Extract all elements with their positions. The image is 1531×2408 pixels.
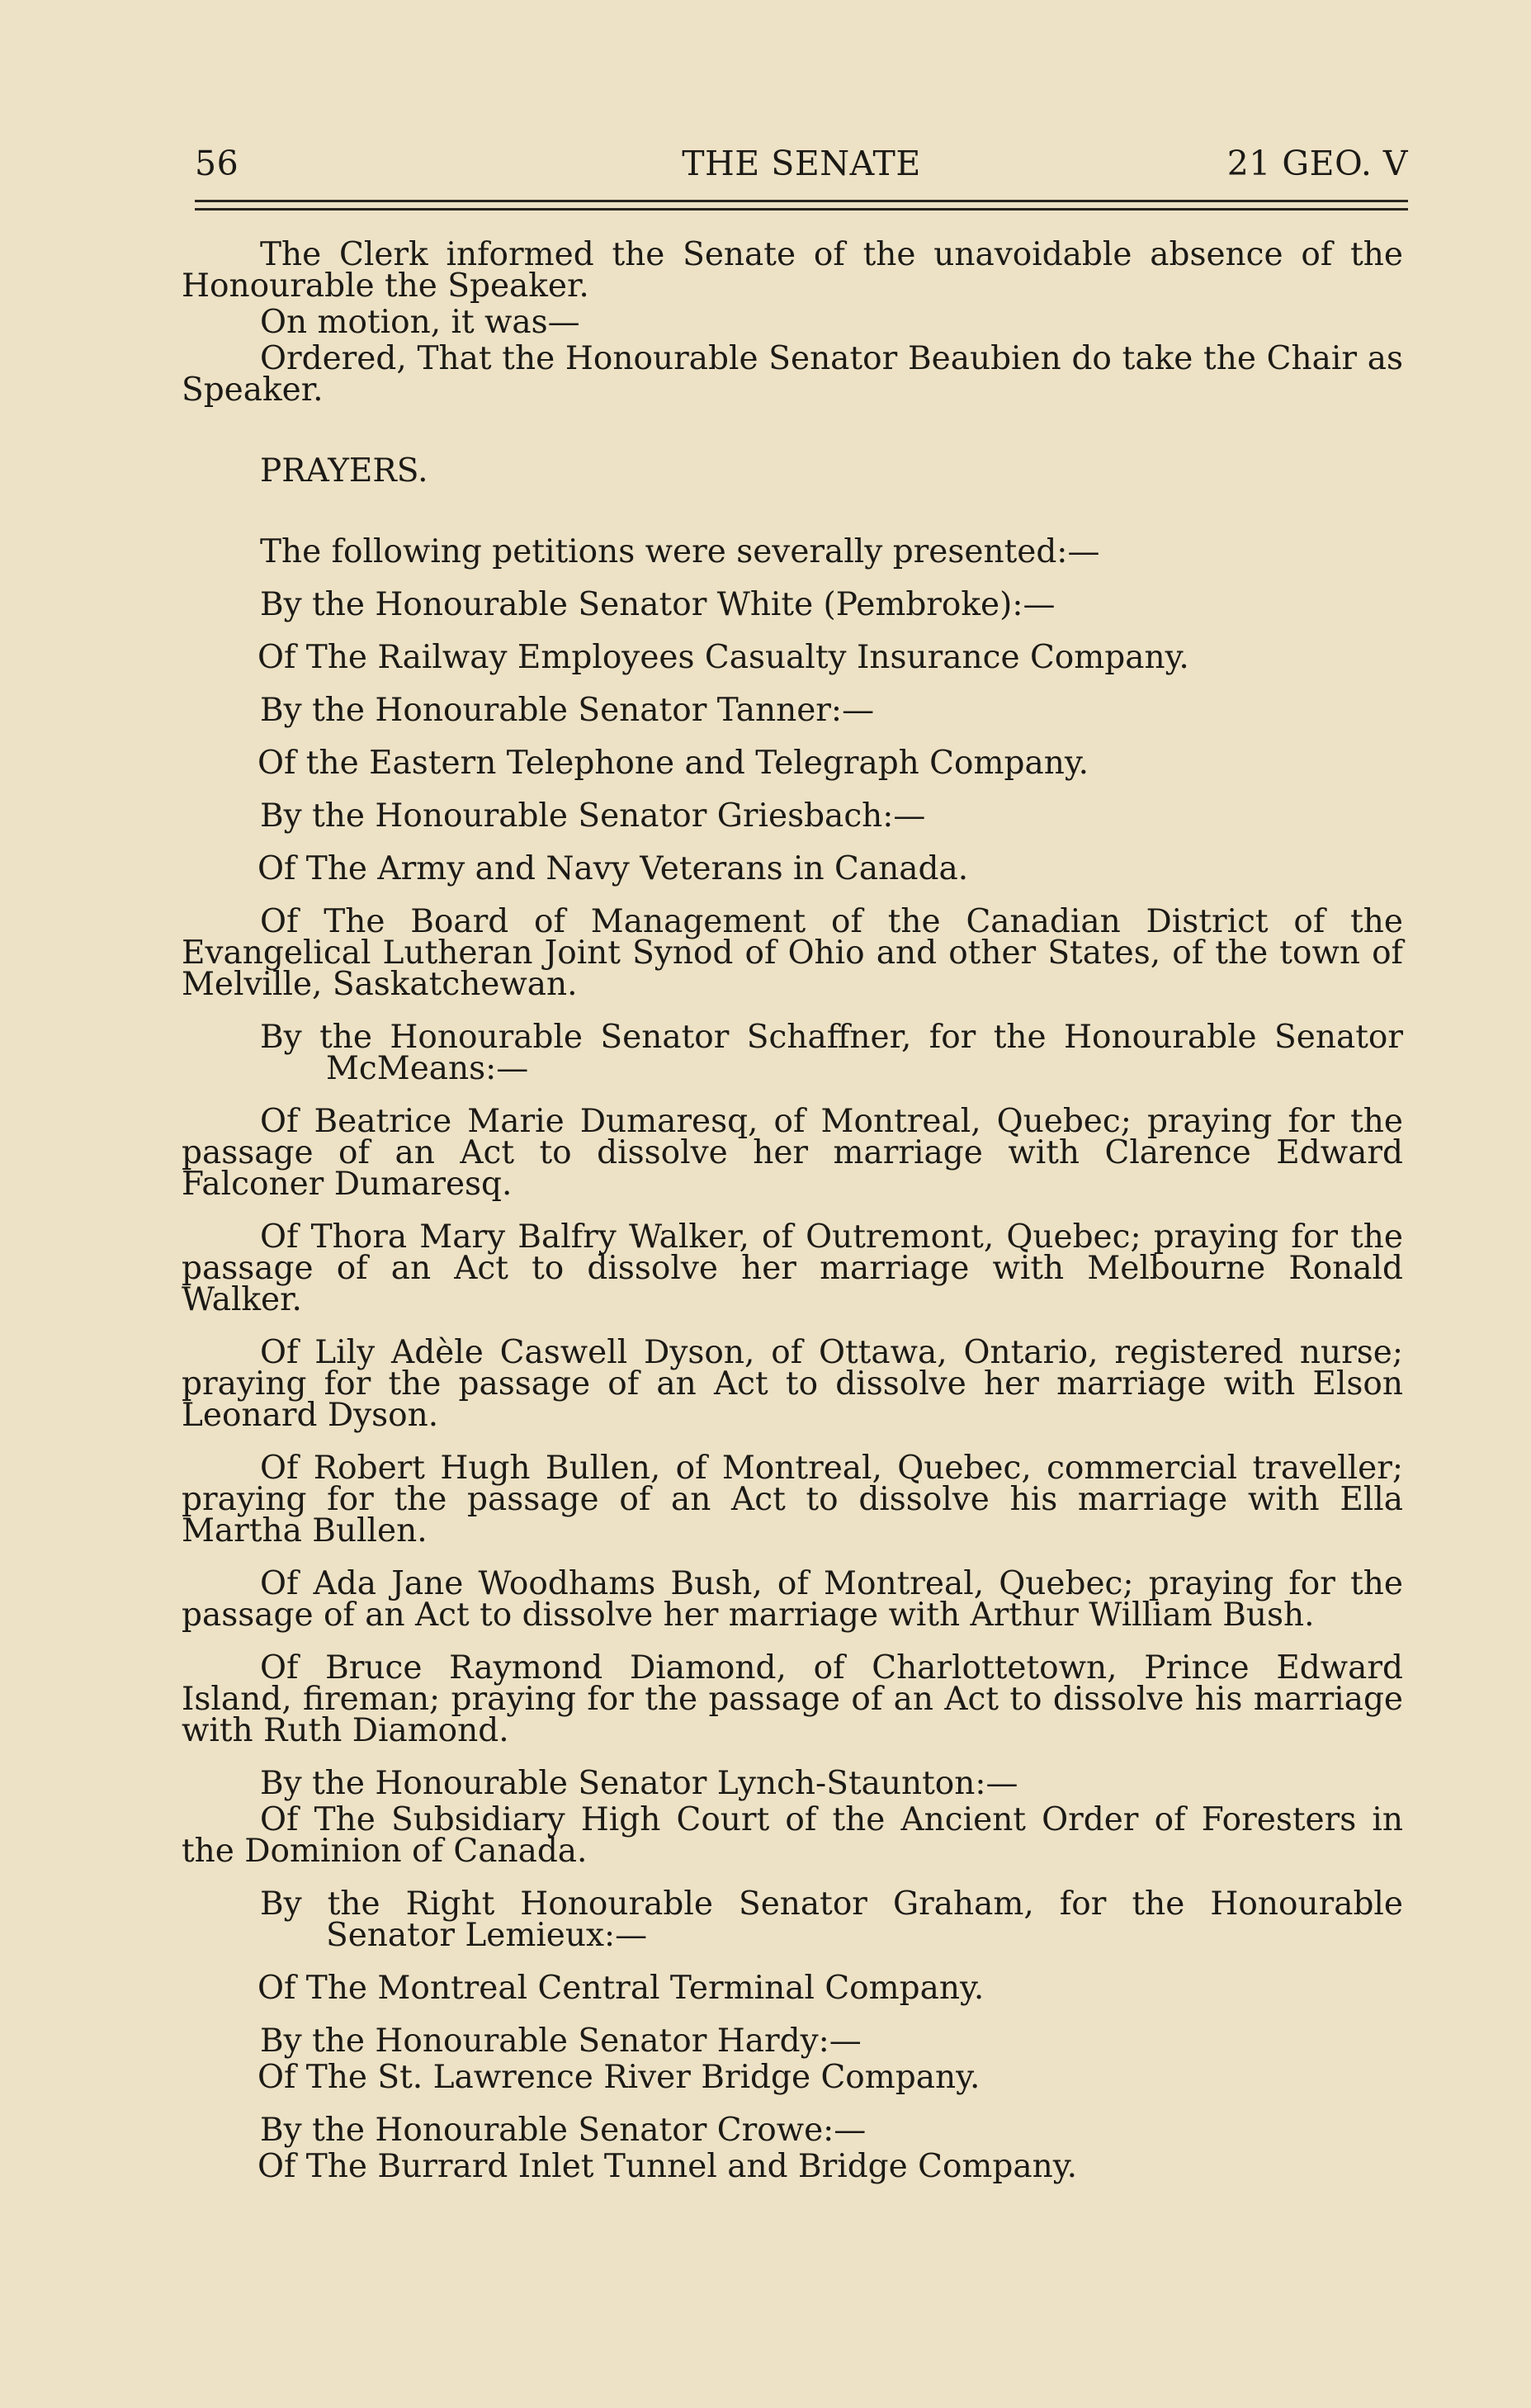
petition-item: Of Lily Adèle Caswell Dyson, of Ottawa, Ontario, registered nurse; praying for the passage of an Act to dissolve her marriage with Elson Leonard Dyson. <box>182 1334 1403 1434</box>
petition-item: Of The Subsidiary High Court of the Ancient Order of Foresters in the Dominion of Canada. <box>182 1801 1403 1870</box>
paragraph: The Clerk informed the Senate of the unavoidable absence of the Honourable the Speaker. <box>182 236 1403 305</box>
journal-body <box>182 236 1403 2185</box>
petition-item: Of Bruce Raymond Diamond, of Charlottetown, Prince Edward Island, fireman; praying for the passage of an Act to dissolve his marriage with Ruth Diamond. <box>182 1649 1403 1749</box>
petition-item: Of the Eastern Telephone and Telegraph Company. <box>258 745 1089 782</box>
running-title: THE SENATE <box>682 144 921 183</box>
petition-item: Of Thora Mary Balfry Walker, of Outremont, Quebec; praying for the passage of an Act to dissolve her marriage with Melbourne Ronald Walker. <box>182 1218 1403 1318</box>
presenter-line: By the Right Honourable Senator Graham, for the Honourable Senator Lemieux:— <box>260 1885 1403 1954</box>
section-heading: PRAYERS. <box>260 452 428 490</box>
paragraph: On motion, it was— <box>260 304 580 341</box>
petition-item: Of The St. Lawrence River Bridge Company. <box>258 2059 981 2096</box>
presenter-line: By the Honourable Senator Schaffner, for the Honourable Senator McMeans:— <box>260 1019 1403 1087</box>
paragraph: The following petitions were severally presented:— <box>260 533 1100 570</box>
paragraph: Ordered, That the Honourable Senator Beaubien do take the Chair as Speaker. <box>182 340 1403 409</box>
petition-item: Of Robert Hugh Bullen, of Montreal, Quebec, commercial traveller; praying for the passage of an Act to dissolve his marriage with Ella Martha Bullen. <box>182 1450 1403 1549</box>
petition-item: Of Beatrice Marie Dumaresq, of Montreal, Quebec; praying for the passage of an Act to dissolve her marriage with Clarence Edward Falconer Dumaresq. <box>182 1103 1403 1203</box>
session-label: 21 GEO. V <box>1226 144 1408 183</box>
header-rule <box>195 200 1408 202</box>
presenter-line: By the Honourable Senator Hardy:— <box>260 2022 862 2060</box>
page-number: 56 <box>195 144 239 183</box>
petition-item: Of The Army and Navy Veterans in Canada. <box>258 850 969 887</box>
presenter-line: By the Honourable Senator White (Pembroke):— <box>260 586 1056 623</box>
presenter-line: By the Honourable Senator Lynch-Staunton:— <box>260 1765 1018 1802</box>
petition-item: Of Ada Jane Woodhams Bush, of Montreal, Quebec; praying for the passage of an Act to dissolve her marriage with Arthur William Bush. <box>182 1565 1403 1634</box>
header-rule <box>195 208 1408 211</box>
petition-item: Of The Montreal Central Terminal Company. <box>258 1970 985 2007</box>
presenter-line: By the Honourable Senator Griesbach:— <box>260 797 926 835</box>
presenter-line: By the Honourable Senator Crowe:— <box>260 2112 867 2149</box>
petition-item: Of The Burrard Inlet Tunnel and Bridge Company. <box>258 2148 1077 2185</box>
petition-item: Of The Railway Employees Casualty Insurance Company. <box>258 639 1189 676</box>
petition-item: Of The Board of Management of the Canadian District of the Evangelical Lutheran Joint Synod of Ohio and other States, of the town of Melville, Saskatchewan. <box>182 903 1403 1003</box>
page-header <box>195 139 1408 188</box>
presenter-line: By the Honourable Senator Tanner:— <box>260 692 875 729</box>
